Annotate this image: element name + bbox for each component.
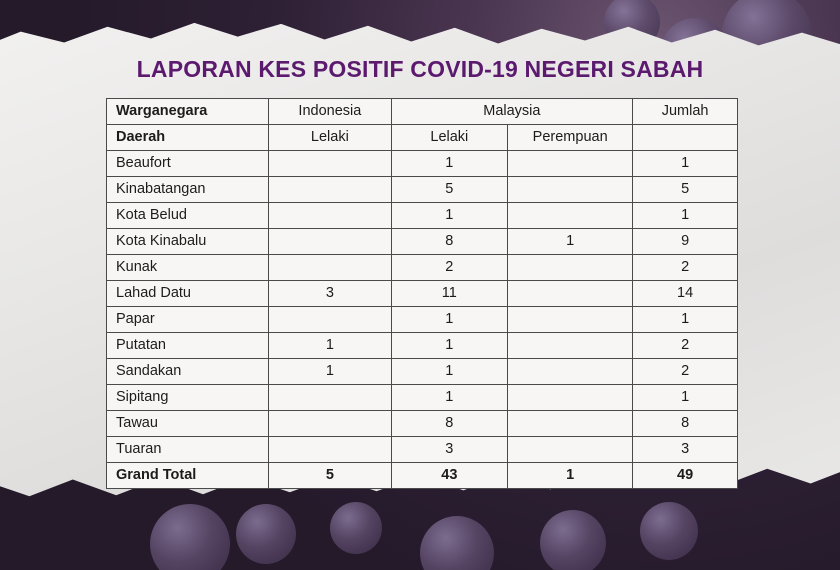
table-row [107, 281, 738, 307]
cell-daerah: Kota Belud [107, 203, 269, 229]
cell-malaysia-lelaki: 1 [391, 203, 508, 229]
cell-daerah: Papar [107, 307, 269, 333]
cell-malaysia-lelaki: 8 [391, 229, 508, 255]
table-body [107, 151, 738, 489]
table-row [107, 203, 738, 229]
cell-indonesia-lelaki [269, 229, 391, 255]
cell-malaysia-lelaki: 1 [391, 359, 508, 385]
cell-malaysia-perempuan [508, 411, 633, 437]
cell-jumlah: 8 [633, 411, 738, 437]
cell-malaysia-perempuan [508, 255, 633, 281]
cell-malaysia-perempuan [508, 333, 633, 359]
cell-grand-total-malaysia-perempuan: 1 [508, 463, 633, 489]
cell-daerah: Kunak [107, 255, 269, 281]
cell-jumlah: 5 [633, 177, 738, 203]
cell-grand-total-label: Grand Total [107, 463, 269, 489]
cell-jumlah: 1 [633, 151, 738, 177]
cell-malaysia-perempuan: 1 [508, 229, 633, 255]
cell-jumlah: 1 [633, 307, 738, 333]
cell-malaysia-perempuan [508, 307, 633, 333]
cell-malaysia-lelaki: 3 [391, 437, 508, 463]
cell-daerah: Sipitang [107, 385, 269, 411]
cell-indonesia-lelaki [269, 437, 391, 463]
cell-indonesia-lelaki: 1 [269, 359, 391, 385]
table-row [107, 307, 738, 333]
cell-malaysia-perempuan [508, 203, 633, 229]
header-jumlah: Jumlah [633, 99, 738, 125]
cell-malaysia-perempuan [508, 385, 633, 411]
cell-indonesia-lelaki [269, 411, 391, 437]
header-indonesia-lelaki: Lelaki [269, 125, 391, 151]
cell-jumlah: 1 [633, 385, 738, 411]
cell-indonesia-lelaki [269, 151, 391, 177]
cell-indonesia-lelaki [269, 307, 391, 333]
cell-malaysia-lelaki: 2 [391, 255, 508, 281]
table-row [107, 437, 738, 463]
header-daerah: Daerah [107, 125, 269, 151]
table-row [107, 229, 738, 255]
table-header [107, 99, 738, 151]
table-row [107, 255, 738, 281]
header-malaysia-perempuan: Perempuan [508, 125, 633, 151]
cell-grand-total-jumlah: 49 [633, 463, 738, 489]
header-malaysia: Malaysia [391, 99, 633, 125]
cell-jumlah: 1 [633, 203, 738, 229]
cell-malaysia-lelaki: 1 [391, 333, 508, 359]
table-total-row [107, 463, 738, 489]
cell-indonesia-lelaki [269, 255, 391, 281]
cell-daerah: Kinabatangan [107, 177, 269, 203]
cell-malaysia-perempuan [508, 359, 633, 385]
table-row [107, 411, 738, 437]
cell-jumlah: 2 [633, 359, 738, 385]
cell-indonesia-lelaki [269, 177, 391, 203]
cell-malaysia-perempuan [508, 177, 633, 203]
header-malaysia-lelaki: Lelaki [391, 125, 508, 151]
cell-malaysia-lelaki: 1 [391, 307, 508, 333]
header-jumlah-sub [633, 125, 738, 151]
cell-daerah: Kota Kinabalu [107, 229, 269, 255]
cell-daerah: Lahad Datu [107, 281, 269, 307]
cell-malaysia-lelaki: 11 [391, 281, 508, 307]
cell-daerah: Sandakan [107, 359, 269, 385]
cell-grand-total-malaysia-lelaki: 43 [391, 463, 508, 489]
cell-jumlah: 9 [633, 229, 738, 255]
cell-jumlah: 2 [633, 255, 738, 281]
table-row [107, 151, 738, 177]
header-warganegara: Warganegara [107, 99, 269, 125]
cell-daerah: Tuaran [107, 437, 269, 463]
table-row [107, 177, 738, 203]
cell-malaysia-lelaki: 1 [391, 385, 508, 411]
table-row [107, 359, 738, 385]
cell-jumlah: 3 [633, 437, 738, 463]
cell-malaysia-lelaki: 1 [391, 151, 508, 177]
table-header-row-1 [107, 99, 738, 125]
cell-jumlah: 14 [633, 281, 738, 307]
cell-jumlah: 2 [633, 333, 738, 359]
table-row [107, 385, 738, 411]
cell-indonesia-lelaki: 1 [269, 333, 391, 359]
cell-malaysia-perempuan [508, 151, 633, 177]
cell-indonesia-lelaki: 3 [269, 281, 391, 307]
cell-daerah: Tawau [107, 411, 269, 437]
cell-malaysia-perempuan [508, 437, 633, 463]
cell-indonesia-lelaki [269, 203, 391, 229]
cell-malaysia-lelaki: 8 [391, 411, 508, 437]
cell-daerah: Beaufort [107, 151, 269, 177]
cell-indonesia-lelaki [269, 385, 391, 411]
cell-daerah: Putatan [107, 333, 269, 359]
header-indonesia: Indonesia [269, 99, 391, 125]
cell-malaysia-perempuan [508, 281, 633, 307]
covid-report-table [106, 98, 738, 489]
cell-grand-total-indonesia-lelaki: 5 [269, 463, 391, 489]
cell-malaysia-lelaki: 5 [391, 177, 508, 203]
table-row [107, 333, 738, 359]
table-header-row-2 [107, 125, 738, 151]
page-title: LAPORAN KES POSITIF COVID-19 NEGERI SABAH [136, 56, 704, 82]
